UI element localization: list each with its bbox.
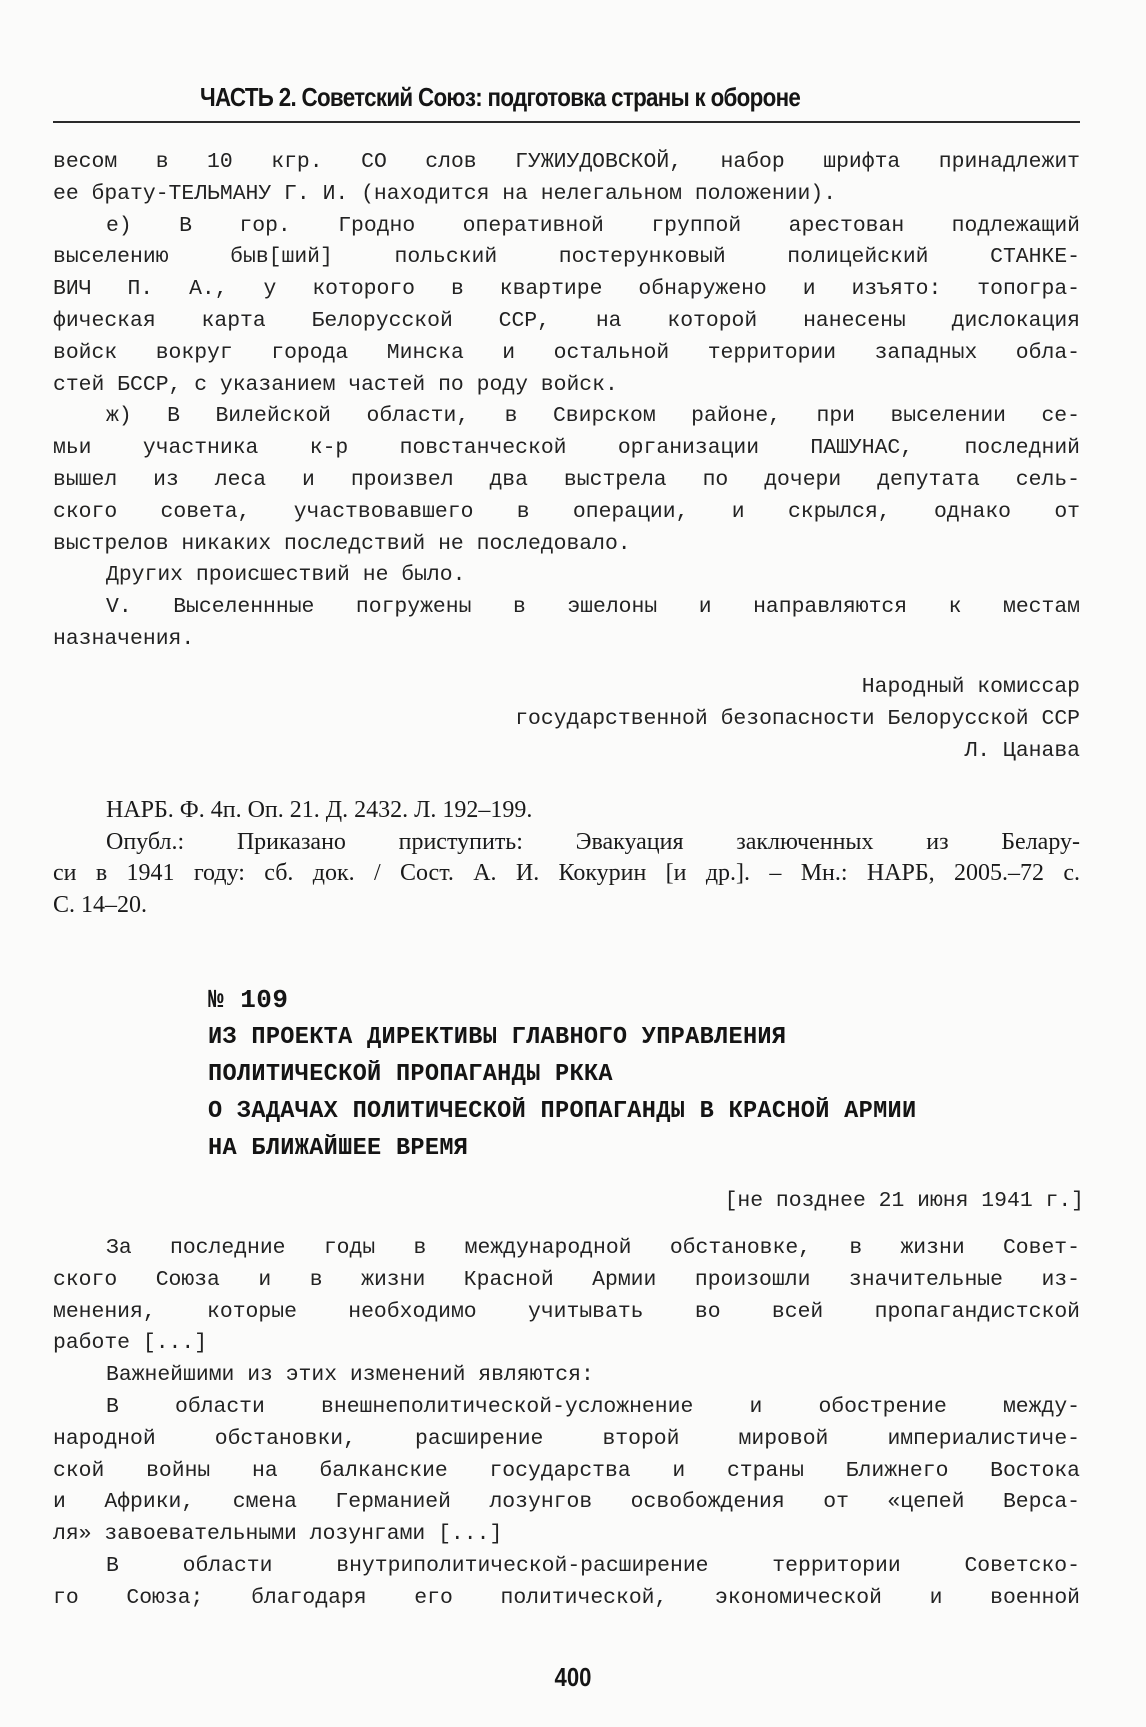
text-line: весом в 10 кгр. СО слов ГУЖИУДОВСКОЙ, набор шрифта принадлежит <box>53 150 1080 174</box>
source-line: Опубл.: Приказано приступить: Эвакуация заключенных из Белару- <box>106 828 1080 855</box>
text-line: ской войны на балканские государства и страны Ближнего Востока <box>53 1458 1080 1483</box>
text-line: Других происшествий не было. <box>106 563 466 588</box>
source-line: С. 14–20. <box>53 891 148 918</box>
text-line: назначения. <box>53 626 195 651</box>
text-line: фическая карта Белорусской ССР, на которой нанесены дислокация <box>53 308 1080 333</box>
text-line: ВИЧ П. А., у которого в квартире обнаружено и изъято: топогра- <box>53 277 1080 302</box>
text-line: войск вокруг города Минска и остальной территории западных обла- <box>53 340 1080 365</box>
document-body <box>53 1233 1080 1615</box>
signature-position: Народный комиссар <box>861 675 1080 699</box>
text-line: V. Выселеннные погружены в эшелоны и направляются к местам <box>106 595 1080 620</box>
signature-block <box>515 672 1080 767</box>
text-line: стей БССР, с указанием частей по роду войск. <box>53 372 618 397</box>
running-header: ЧАСТЬ 2. Советский Союз: подготовка страны к обороне <box>200 82 801 112</box>
document-title <box>208 1019 1088 1167</box>
text-line: ж) В Вилейской области, в Свирском районе, при выселении се- <box>106 404 1080 429</box>
text-line: народной обстановки, расширение второй мировой империалистиче- <box>53 1426 1080 1451</box>
title-line: О ЗАДАЧАХ ПОЛИТИЧЕСКОЙ ПРОПАГАНДЫ В КРАСНОЙ АРМИИ <box>208 1098 917 1125</box>
text-line: ля» завоевательными лозунгами [...] <box>53 1522 503 1547</box>
text-line: менения, которые необходимо учитывать во всей пропагандистской <box>53 1299 1080 1324</box>
text-line: выстрелов никаких последствий не последовало. <box>53 531 631 556</box>
text-line: За последние годы в международной обстановке, в жизни Совет- <box>106 1236 1080 1260</box>
title-line: НА БЛИЖАЙШЕЕ ВРЕМЯ <box>208 1135 469 1162</box>
signature-name: Л. Цанава <box>964 738 1080 763</box>
title-line: ПОЛИТИЧЕСКОЙ ПРОПАГАНДЫ РККА <box>208 1061 613 1088</box>
text-line: В области внешнеполитической-усложнение и обострение между- <box>106 1394 1080 1419</box>
source-line: НАРБ. Ф. 4п. Оп. 21. Д. 2432. Л. 192–199. <box>106 797 533 823</box>
page-number: 400 <box>554 1662 592 1692</box>
source-line: си в 1941 году: сб. док. / Сост. А. И. Кокурин [и др.]. – Мн.: НАРБ, 2005.–72 с. <box>53 860 1080 886</box>
report-continuation <box>53 147 1080 656</box>
text-line: мьи участника к-р повстанческой организации ПАШУНАС, последний <box>53 436 1080 461</box>
header-rule <box>53 121 1080 123</box>
text-line: ее брату-ТЕЛЬМАНУ Г. И. (находится на нелегальном положении). <box>53 181 837 206</box>
document-date: [не позднее 21 июня 1941 г.] <box>724 1189 1084 1213</box>
text-line: В области внутриполитической-расширение территории Советско- <box>106 1553 1080 1578</box>
text-line: выселению быв[ший] польский постерунковый полицейский СТАНКЕ- <box>53 245 1080 270</box>
text-line: го Союза; благодаря его политической, экономической и военной <box>53 1585 1080 1610</box>
source-note <box>53 795 1080 921</box>
text-line: Важнейшими из этих изменений являются: <box>106 1363 594 1388</box>
signature-agency: государственной безопасности Белорусской ССР <box>515 706 1080 731</box>
text-line: и Африки, смена Германией лозунгов освобождения от «цепей Верса- <box>53 1490 1080 1515</box>
text-line: вышел из леса и произвел два выстрела по дочери депутата сель- <box>53 467 1080 492</box>
text-line: ского Союза и в жизни Красной Армии произошли значительные из- <box>53 1267 1080 1292</box>
document-number: № 109 <box>208 985 289 1015</box>
title-line: ИЗ ПРОЕКТА ДИРЕКТИВЫ ГЛАВНОГО УПРАВЛЕНИЯ <box>208 1024 787 1051</box>
text-line: работе [...] <box>53 1331 208 1356</box>
text-line: е) В гор. Гродно оперативной группой арестован подлежащий <box>106 213 1080 238</box>
text-line: ского совета, участвовавшего в операции, и скрылся, однако от <box>53 499 1080 524</box>
